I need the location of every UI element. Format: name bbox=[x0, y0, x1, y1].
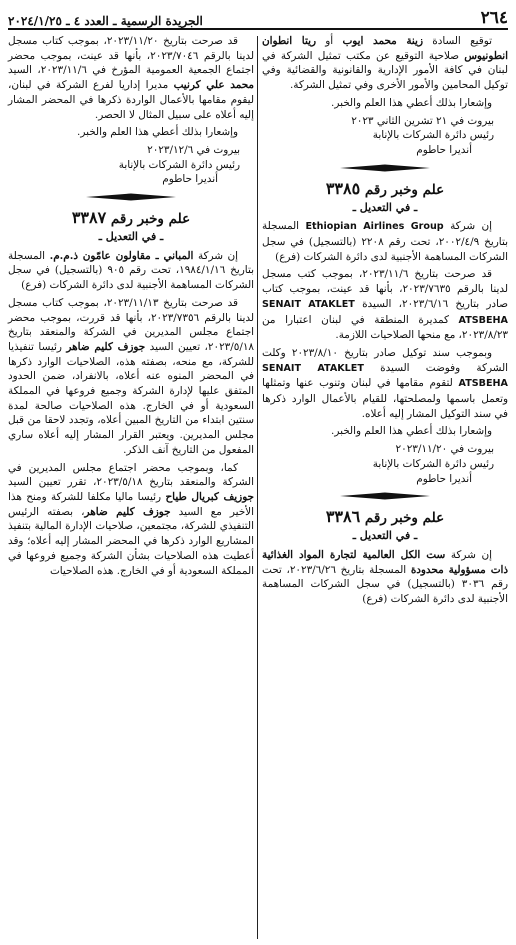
notice-paragraph bbox=[262, 346, 508, 422]
notice-paragraph bbox=[262, 548, 508, 607]
text-run: صلاحية التوقيع عن مكتب تمثيل الشركة في لبنان في كافة الأمور الإدارية والقانونية والقضائية وفي توكيل المحامين والأمور الأخرى وفي تمثيل الشركة. bbox=[262, 49, 508, 92]
continued-paragraph bbox=[8, 34, 254, 122]
notice-subheading: ـ في التعديل ـ bbox=[352, 200, 418, 214]
notice-number: ٣٣٨٧ bbox=[71, 208, 107, 228]
text-run: المسجلة بتاريخ ٢٠٠٢/٤/٩، تحت رقم ٢٢٠٨ (بالتسجيل) في سجل الشركات المساهمة الأجنبية لدى دائرة الشركات (فرع) bbox=[262, 220, 508, 263]
text-run: ، بصفته الرئيس التنفيذي للشركة، مجتمعين، صلاحيات الإدارة المالية بتنفيذ المشاريع الوارد ذكرها في المحضر المشار إليه أعلاه؛ وقد أعطيت هذه الصلاحيات بشأن الشركة وجميع فروعها في المملكة السعودية أو في الخارج. هذه الصلاحيات bbox=[8, 505, 254, 577]
person-name: جوزف كليم ضاهر bbox=[66, 340, 146, 353]
notice-subheading: ـ في التعديل ـ bbox=[98, 230, 164, 244]
person-name: SENAIT ATAKLET ATSBEHA bbox=[262, 298, 508, 326]
notice-paragraph bbox=[262, 219, 508, 264]
text-run: توقيع السادة bbox=[422, 35, 492, 47]
text-run: رئيسا تنفيذيا للشركة، مع منحه، بصفته هذه، الصلاحيات الوارد ذكرها في المحضر المنوه عنه أعلاه، بالانفراد، ضمن الحدود المتفق عليها لإدارة الشركة وجميع فروعها في المملكة السعودية أو في الخارج. هذه الصلاحيات صالحة لمدة سنتين ابتداء من التاريخ المبين أعلاه، وتجدد لاحقا من قبل مجلس المديرين. ويعتبر القرار المشار إليه أعلاه ساري المفعول من التاريخ آنف الذكر. bbox=[8, 340, 254, 456]
notice-heading-text: علم وخبر رقم bbox=[110, 211, 191, 228]
person-name: زينة محمد ايوب bbox=[342, 35, 423, 47]
right-column bbox=[262, 34, 508, 610]
page-number: ٢٦٤ bbox=[480, 8, 508, 28]
ornament-divider bbox=[340, 164, 430, 172]
notice-number: ٣٣٨٥ bbox=[325, 178, 361, 198]
signature-date: بيروت في ٢٠٢٣/١١/٢٠ bbox=[395, 443, 494, 456]
notice-paragraph bbox=[262, 267, 508, 343]
ornament-divider bbox=[86, 193, 176, 201]
company-name: ست الكل العالمية لتجارة المواد الغذائية ذات مسؤولية محدودة bbox=[262, 548, 508, 576]
text-run: إن شركة bbox=[443, 220, 492, 233]
notice-heading-text: علم وخبر رقم bbox=[364, 181, 445, 198]
text-run: إن شركة bbox=[193, 249, 238, 262]
text-run: كما، وبموجب محضر اجتماع مجلس المديرين في الشركة والمنعقد بتاريخ ٢٠٢٣/٥/١٨، تقرر تعيين السيد bbox=[8, 461, 254, 489]
person-name: ريتا انطوان انطونيوس bbox=[262, 35, 508, 62]
closing-line: وإشعارا بذلك أعطي هذا العلم والخبر. bbox=[77, 126, 238, 139]
signatory-name: أنديرا حاطوم bbox=[416, 143, 472, 156]
notice-subheading: ـ في التعديل ـ bbox=[352, 529, 418, 543]
person-name: جوزف كليم ضاهر bbox=[84, 505, 171, 518]
text-run: المسجلة بتاريخ ٢٠٢٣/٦/٢٦، تحت رقم ٣٠٣٦ (بالتسجيل) في سجل الشركات المساهمة الأجنبية لدى دائرة الشركات (فرع) bbox=[262, 563, 509, 606]
notice-heading-3387 bbox=[8, 209, 254, 228]
text-run: أو bbox=[316, 35, 343, 47]
signatory-name: أنديرا حاطوم bbox=[162, 173, 218, 186]
text-run: مديرا إداريا لفرع الشركة في لبنان، ليقوم مقامها بالأعمال الواردة ذكرها في المحضر المشار إليه أعلاه على سبيل المثال لا الحصر. bbox=[8, 79, 254, 121]
text-run: قد صرحت بتاريخ ٢٠٢٣/١١/٢٠، بموجب كتاب مسجل لدينا بالرقم ٢٠٢٣/٧٠٤٦، بأنها قد عينت، بموجب محضر اجتماع الجمعية العمومية المؤرخ في ٢٠٢٣/١١/٦، السيد bbox=[8, 35, 254, 77]
text-run: وبموجب سند توكيل صادر بتاريخ ٢٠٢٣/٨/١٠ وكلت الشركة وفوضت السيدة bbox=[262, 346, 509, 374]
notice-paragraph bbox=[8, 249, 254, 293]
text-run: إن شركة bbox=[445, 548, 492, 561]
signature-date: بيروت في ٢٠٢٣/١٢/٦ bbox=[147, 143, 240, 156]
company-name: Ethiopian Airlines Group bbox=[305, 221, 444, 233]
text-run: لتقوم مقامها في لبنان وتنوب عنها وتمثلها وتعمل باسمها ولمصلحتها، للقيام بالأعمال الوارد ذكرها في سند التوكيل المشار إليه أعلاه. bbox=[262, 377, 508, 420]
signatory-title: رئيس دائرة الشركات بالإنابة bbox=[372, 457, 494, 470]
page-header bbox=[8, 4, 508, 30]
company-name: المباني ـ مقاولون عامّون ذ.م.م. bbox=[49, 249, 194, 262]
column-divider bbox=[257, 36, 258, 939]
signature-date: بيروت في ٢١ تشرين الثاني ٢٠٢٣ bbox=[351, 114, 494, 127]
signatory-name: أنديرا حاطوم bbox=[416, 472, 472, 485]
signatory-title: رئيس دائرة الشركات بالإنابة bbox=[372, 129, 494, 142]
gazette-title-issue: الجريدة الرسمية ـ العدد ٤ ـ ٢٠٢٤/١/٢٥ bbox=[8, 14, 203, 28]
ornament-divider bbox=[340, 492, 430, 500]
person-name: جوزيف كبريال طياح bbox=[165, 490, 254, 503]
notice-heading-text: علم وخبر رقم bbox=[364, 510, 445, 527]
notice-paragraph bbox=[8, 296, 254, 458]
notice-number: ٣٣٨٦ bbox=[325, 507, 361, 527]
text-run: رئيسا ماليا مكلفا للشركة ومنح هذا الأخير مع السيد bbox=[8, 490, 254, 518]
text-run: قد صرحت بتاريخ ٢٠٢٣/١١/٦، بموجب كتب مسجل لدينا بالرقم ٢٠٢٣/٧٦٣٥، بأنها قد عينت، بموجب كتاب صادر بتاريخ ٢٠٢٣/٦/١٦، السيدة bbox=[262, 268, 508, 310]
text-run: قد صرحت بتاريخ ٢٠٢٣/١١/١٣، بموجب كتاب مسجل لدينا بالرقم ٢٠٢٣/٧٣٥٦، بأنها قد قررت، بموجب محضر اجتماع مجلس المديرين في الشركة والمنعقد بتاريخ ٢٠٢٣/٥/١٨، تعيين السيد bbox=[8, 296, 254, 353]
signatory-title: رئيس دائرة الشركات بالإنابة bbox=[118, 158, 240, 171]
notice-heading-3386 bbox=[262, 508, 508, 527]
text-run: المسجلة بتاريخ ١٩٨٤/١/١٦، تحت رقم ٩٠٥ (بالتسجيل) في سجل الشركات المساهمة الأجنبية لدى دائرة الشركات (فرع) bbox=[8, 249, 254, 292]
text-run: كمديرة المنطقة في لبنان اعتبارا من ٢٠٢٣/٨/٢٣، مع منحها الصلاحيات اللازمة. bbox=[262, 313, 508, 342]
left-column bbox=[8, 34, 254, 581]
person-name: SENAIT ATAKLET ATSBEHA bbox=[262, 362, 508, 390]
closing-line: وإشعارا بذلك أعطي هذا العلم والخبر. bbox=[331, 96, 492, 109]
notice-paragraph bbox=[8, 461, 254, 579]
closing-line: وإشعارا بذلك أعطي هذا العلم والخبر. bbox=[331, 425, 492, 438]
person-name: محمد علي كرنيب bbox=[173, 79, 254, 92]
intro-paragraph bbox=[262, 34, 508, 93]
notice-heading-3385 bbox=[262, 180, 508, 199]
